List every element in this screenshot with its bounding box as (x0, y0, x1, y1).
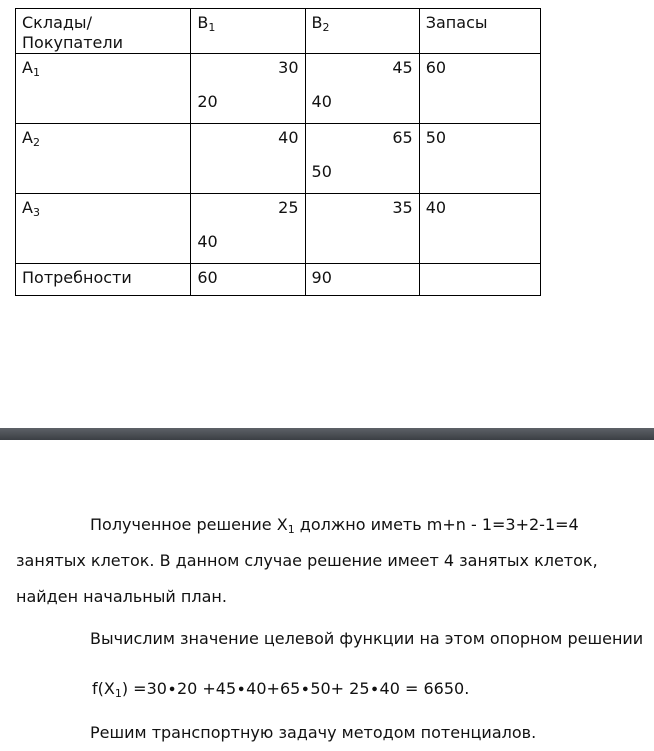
paragraph-objective: Вычислим значение целевой функции на этом опорном решении (90, 629, 644, 648)
table-footer-row (16, 264, 541, 296)
cell-b1: 40 (191, 124, 305, 194)
document-page-bottom (0, 440, 654, 746)
row-label: $A_2$ (16, 124, 191, 194)
cell-supply: 60 (419, 54, 540, 124)
demand-b2: 90 (305, 264, 419, 296)
transport-table (15, 8, 541, 296)
cell-b2: 65 50 (305, 124, 419, 194)
header-cell: Запасы (419, 9, 540, 54)
page-separator (0, 428, 654, 440)
table-row (16, 124, 541, 194)
header-cell: $B_2$ (305, 9, 419, 54)
paragraph-potentials: Решим транспортную задачу методом потенциалов. (90, 723, 537, 742)
paragraph-solution: Полученное решение $X_1$ должно иметь m+n - 1=3+2-1=4 занятых клеток. В данном случае решение имеет 4 занятых клеток, найден начальный план. (16, 515, 598, 606)
cell-supply: 50 (419, 124, 540, 194)
cell-supply: 40 (419, 194, 540, 264)
table-row (16, 54, 541, 124)
table-row (16, 194, 541, 264)
cell-b2: 35 (305, 194, 419, 264)
cell-b2: 45 40 (305, 54, 419, 124)
header-cell: Склады/Покупатели (16, 9, 191, 54)
footer-label: Потребности (16, 264, 191, 296)
cell-b1: 30 20 (191, 54, 305, 124)
cell-b1: 25 40 (191, 194, 305, 264)
row-label: $A_1$ (16, 54, 191, 124)
demand-b1: 60 (191, 264, 305, 296)
formula-objective: $f(X_1) =30\cdot 20 +45\cdot 40+65\cdot 50+ 25\cdot 40 = 6650$. (92, 679, 470, 700)
table-header-row (16, 9, 541, 54)
header-cell: $B_1$ (191, 9, 305, 54)
row-label: $A_3$ (16, 194, 191, 264)
demand-supply (419, 264, 540, 296)
